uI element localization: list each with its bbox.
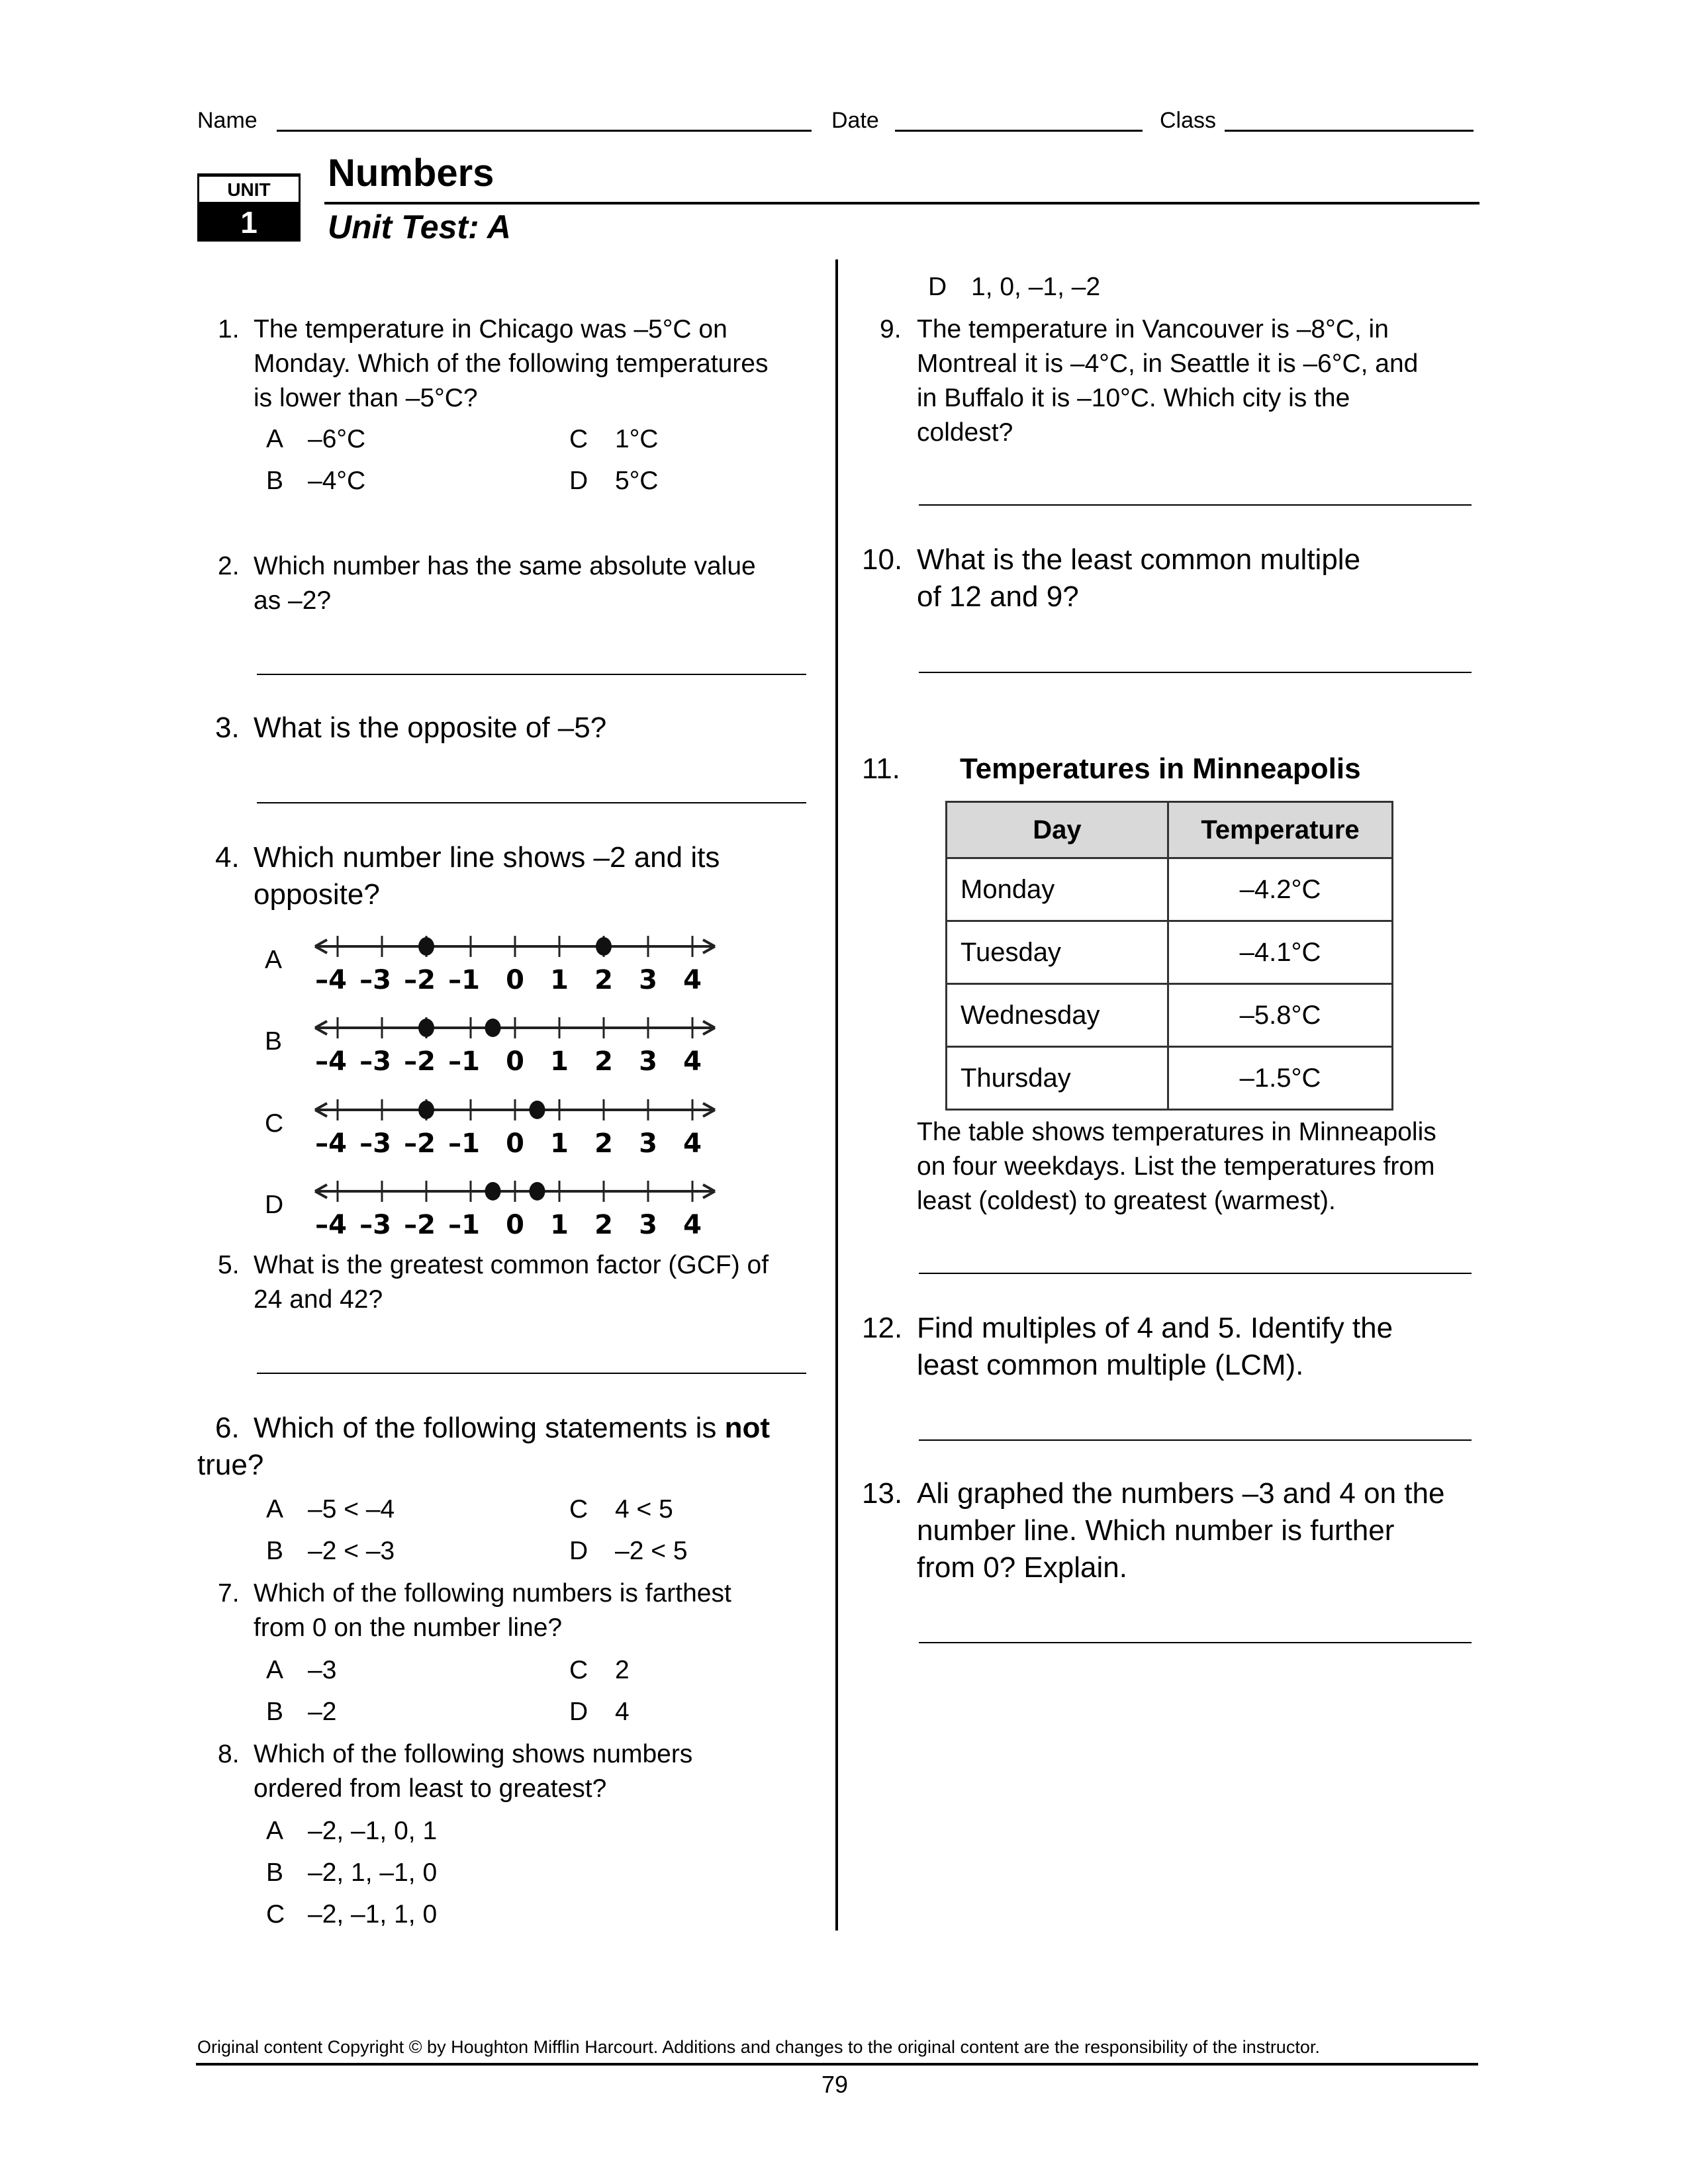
question-text-line: least (coldest) to greatest (warmest). — [917, 1187, 1336, 1215]
tick-label: 3 — [639, 965, 657, 995]
answer-line[interactable] — [257, 802, 806, 803]
tick-label: –4 — [315, 1046, 347, 1077]
option-text[interactable]: 1, 0, –1, –2 — [971, 273, 1101, 301]
cell-temperature: –4.2°C — [1168, 858, 1393, 921]
tick-label: –2 — [404, 1046, 436, 1077]
tick-label: –1 — [448, 965, 480, 995]
date-field[interactable] — [895, 130, 1143, 132]
table-row — [947, 984, 1393, 1047]
table-row — [947, 921, 1393, 984]
question-number: 5. — [218, 1251, 240, 1279]
tick-label: –2 — [404, 1128, 436, 1159]
plotted-point — [418, 1101, 434, 1119]
column-divider — [835, 259, 838, 1931]
option-letter[interactable]: D — [569, 1698, 588, 1726]
class-field[interactable] — [1225, 130, 1474, 132]
question-number: 9. — [880, 315, 902, 343]
cell-temperature: –1.5°C — [1168, 1047, 1393, 1110]
tick-label: –3 — [359, 1046, 391, 1077]
question-text-line: opposite? — [254, 878, 380, 911]
option-text[interactable]: –2, –1, 1, 0 — [308, 1900, 438, 1929]
question-text-line: What is the opposite of –5? — [254, 711, 607, 744]
question-number: 13. — [862, 1477, 903, 1510]
answer-line[interactable] — [919, 672, 1472, 673]
question-text-line: number line. Which number is further — [917, 1514, 1395, 1547]
question-number: 6. — [215, 1412, 240, 1444]
tick-label: 0 — [506, 1128, 524, 1159]
tick-label: 4 — [683, 1128, 702, 1159]
question-number: 10. — [862, 543, 903, 576]
question-number: 7. — [218, 1579, 240, 1608]
question-text-line: What is the greatest common factor (GCF) of — [254, 1251, 769, 1279]
option-text[interactable]: 1°C — [615, 425, 659, 453]
option-letter[interactable]: D — [569, 467, 588, 495]
table-title: Temperatures in Minneapolis — [960, 752, 1361, 785]
tick-label: –1 — [448, 1128, 480, 1159]
tick-label: –3 — [359, 1128, 391, 1159]
option-letter[interactable]: C — [569, 1495, 588, 1524]
copyright-notice: Original content Copyright © by Houghton Mifflin Harcourt. Additions and changes to the original content are the responsibility of the instructor. — [197, 2037, 1320, 2057]
cell-day: Monday — [947, 858, 1168, 921]
cell-day: Thursday — [947, 1047, 1168, 1110]
name-label: Name — [197, 108, 258, 133]
question-text-line: The table shows temperatures in Minneapolis — [917, 1118, 1436, 1146]
question-text-line: Which of the following shows numbers — [254, 1740, 693, 1768]
tick-label: 4 — [683, 1046, 702, 1077]
question-number: 1. — [218, 315, 240, 343]
tick-label: 3 — [639, 1210, 657, 1240]
cell-day: Wednesday — [947, 984, 1168, 1047]
question-text-line: What is the least common multiple — [917, 543, 1361, 576]
option-text[interactable]: –6°C — [308, 425, 366, 453]
option-letter[interactable]: A — [266, 425, 284, 453]
tick-label: 1 — [550, 1046, 569, 1077]
option-letter[interactable]: B — [266, 467, 284, 495]
question-number: 8. — [218, 1740, 240, 1768]
number-line-c[interactable] — [311, 1095, 748, 1161]
tick-label: –1 — [448, 1210, 480, 1240]
option-letter[interactable]: C — [569, 425, 588, 453]
answer-line[interactable] — [257, 1373, 806, 1374]
option-letter[interactable]: C — [265, 1109, 284, 1138]
name-field[interactable] — [277, 130, 812, 132]
class-label: Class — [1160, 108, 1217, 133]
tick-label: –1 — [448, 1046, 480, 1077]
number-line-a[interactable] — [311, 932, 748, 998]
question-text-line: Find multiples of 4 and 5. Identify the — [917, 1312, 1393, 1344]
question-text-line: least common multiple (LCM). — [917, 1349, 1304, 1381]
option-text[interactable]: –2 < –3 — [308, 1537, 395, 1565]
question-text-line: as –2? — [254, 586, 332, 615]
option-text[interactable]: –5 < –4 — [308, 1495, 395, 1524]
question-number: 11. — [862, 752, 900, 785]
option-letter[interactable]: A — [266, 1495, 284, 1524]
plotted-point — [418, 937, 434, 956]
option-text[interactable]: –3 — [308, 1656, 337, 1684]
question-text-line: Montreal it is –4°C, in Seattle it is –6°C, and — [917, 349, 1419, 378]
answer-line[interactable] — [919, 1642, 1472, 1643]
temperature-table — [945, 801, 1393, 1111]
question-text-line: 24 and 42? — [254, 1285, 383, 1314]
title-rule — [324, 202, 1479, 205]
tick-label: 2 — [594, 1128, 613, 1159]
question-text-line: of 12 and 9? — [917, 580, 1079, 613]
tick-label: 2 — [594, 1046, 613, 1077]
question-text-line: is lower than –5°C? — [254, 384, 478, 412]
option-letter[interactable]: C — [569, 1656, 588, 1684]
footer-rule — [196, 2063, 1478, 2066]
question-text: Which of the following statements is — [254, 1412, 725, 1444]
cell-temperature: –4.1°C — [1168, 921, 1393, 984]
table-row — [947, 1047, 1393, 1110]
page-title: Numbers — [328, 152, 494, 195]
page-number: 79 — [821, 2071, 849, 2098]
option-text[interactable]: 5°C — [615, 467, 659, 495]
tick-label: 2 — [594, 965, 613, 995]
option-letter[interactable]: B — [266, 1537, 284, 1565]
tick-label: –2 — [404, 1210, 436, 1240]
plotted-point — [530, 1182, 545, 1201]
column-header-temperature: Temperature — [1168, 802, 1393, 858]
answer-line[interactable] — [919, 504, 1472, 506]
option-text[interactable]: 4 < 5 — [615, 1495, 673, 1524]
option-letter[interactable]: B — [266, 1698, 284, 1726]
plotted-point — [596, 937, 612, 956]
question-text-line — [254, 1410, 770, 1447]
tick-label: 4 — [683, 965, 702, 995]
question-text-line: Which number line shows –2 and its — [254, 841, 720, 874]
tick-label: 3 — [639, 1046, 657, 1077]
tick-label: –4 — [315, 1128, 347, 1159]
tick-label: 1 — [550, 965, 569, 995]
question-text-line: ordered from least to greatest? — [254, 1774, 607, 1803]
question-text-line: Ali graphed the numbers –3 and 4 on the — [917, 1477, 1445, 1510]
unit-number: 1 — [197, 204, 301, 242]
option-text[interactable]: –2, –1, 0, 1 — [308, 1817, 438, 1845]
option-letter[interactable]: B — [265, 1027, 283, 1056]
option-text[interactable]: –2 < 5 — [615, 1537, 688, 1565]
page-subtitle: Unit Test: A — [328, 208, 511, 246]
tick-label: 1 — [550, 1210, 569, 1240]
tick-label: –3 — [359, 1210, 391, 1240]
tick-label: 1 — [550, 1128, 569, 1159]
cell-day: Tuesday — [947, 921, 1168, 984]
question-text-line: from 0 on the number line? — [254, 1614, 563, 1642]
date-label: Date — [831, 108, 879, 133]
question-text-line: from 0? Explain. — [917, 1551, 1127, 1584]
question-text-line: The temperature in Vancouver is –8°C, in — [917, 315, 1389, 343]
unit-label: UNIT — [197, 173, 301, 204]
answer-line[interactable] — [257, 674, 806, 675]
tick-label: 4 — [683, 1210, 702, 1240]
option-text[interactable]: –2 — [308, 1698, 337, 1726]
question-text-line: coldest? — [917, 418, 1013, 447]
cell-temperature: –5.8°C — [1168, 984, 1393, 1047]
option-letter[interactable]: A — [265, 946, 283, 974]
tick-label: 3 — [639, 1128, 657, 1159]
option-text[interactable]: –2, 1, –1, 0 — [308, 1858, 438, 1887]
question-text-line: Which of the following numbers is farthest — [254, 1579, 731, 1608]
option-text[interactable]: 2 — [615, 1656, 630, 1684]
question-text-line: The temperature in Chicago was –5°C on — [254, 315, 727, 343]
tick-label: –4 — [315, 965, 347, 995]
question-text-line: true? — [197, 1449, 264, 1481]
answer-line[interactable] — [919, 1439, 1472, 1441]
tick-label: –4 — [315, 1210, 347, 1240]
question-text-line: Monday. Which of the following temperatures — [254, 349, 769, 378]
column-header-day: Day — [947, 802, 1168, 858]
question-text-line: Which number has the same absolute value — [254, 552, 756, 580]
number-line-d[interactable] — [311, 1177, 748, 1243]
tick-label: 2 — [594, 1210, 613, 1240]
option-letter[interactable]: C — [266, 1900, 285, 1929]
question-text-line: on four weekdays. List the temperatures from — [917, 1152, 1435, 1181]
tick-label: –3 — [359, 965, 391, 995]
option-letter[interactable]: D — [928, 273, 947, 301]
tick-label: 0 — [506, 1046, 524, 1077]
option-text[interactable]: 4 — [615, 1698, 630, 1726]
option-letter[interactable]: A — [266, 1656, 284, 1684]
question-number: 3. — [215, 711, 240, 744]
tick-label: –2 — [404, 965, 436, 995]
option-letter[interactable]: B — [266, 1858, 284, 1887]
emphasis-text: not — [724, 1412, 771, 1444]
table-row — [947, 858, 1393, 921]
plotted-point — [418, 1019, 434, 1037]
number-line-b[interactable] — [311, 1013, 748, 1079]
option-letter[interactable]: D — [265, 1191, 284, 1219]
plotted-point — [485, 1019, 501, 1037]
tick-label: 0 — [506, 965, 524, 995]
option-letter[interactable]: D — [569, 1537, 588, 1565]
tick-label: 0 — [506, 1210, 524, 1240]
question-number: 4. — [215, 841, 240, 874]
question-number: 2. — [218, 552, 240, 580]
option-letter[interactable]: A — [266, 1817, 284, 1845]
plotted-point — [530, 1101, 545, 1119]
plotted-point — [485, 1182, 501, 1201]
question-text-line: in Buffalo it is –10°C. Which city is the — [917, 384, 1350, 412]
question-number: 12. — [862, 1312, 903, 1344]
option-text[interactable]: –4°C — [308, 467, 366, 495]
answer-line[interactable] — [919, 1273, 1472, 1274]
